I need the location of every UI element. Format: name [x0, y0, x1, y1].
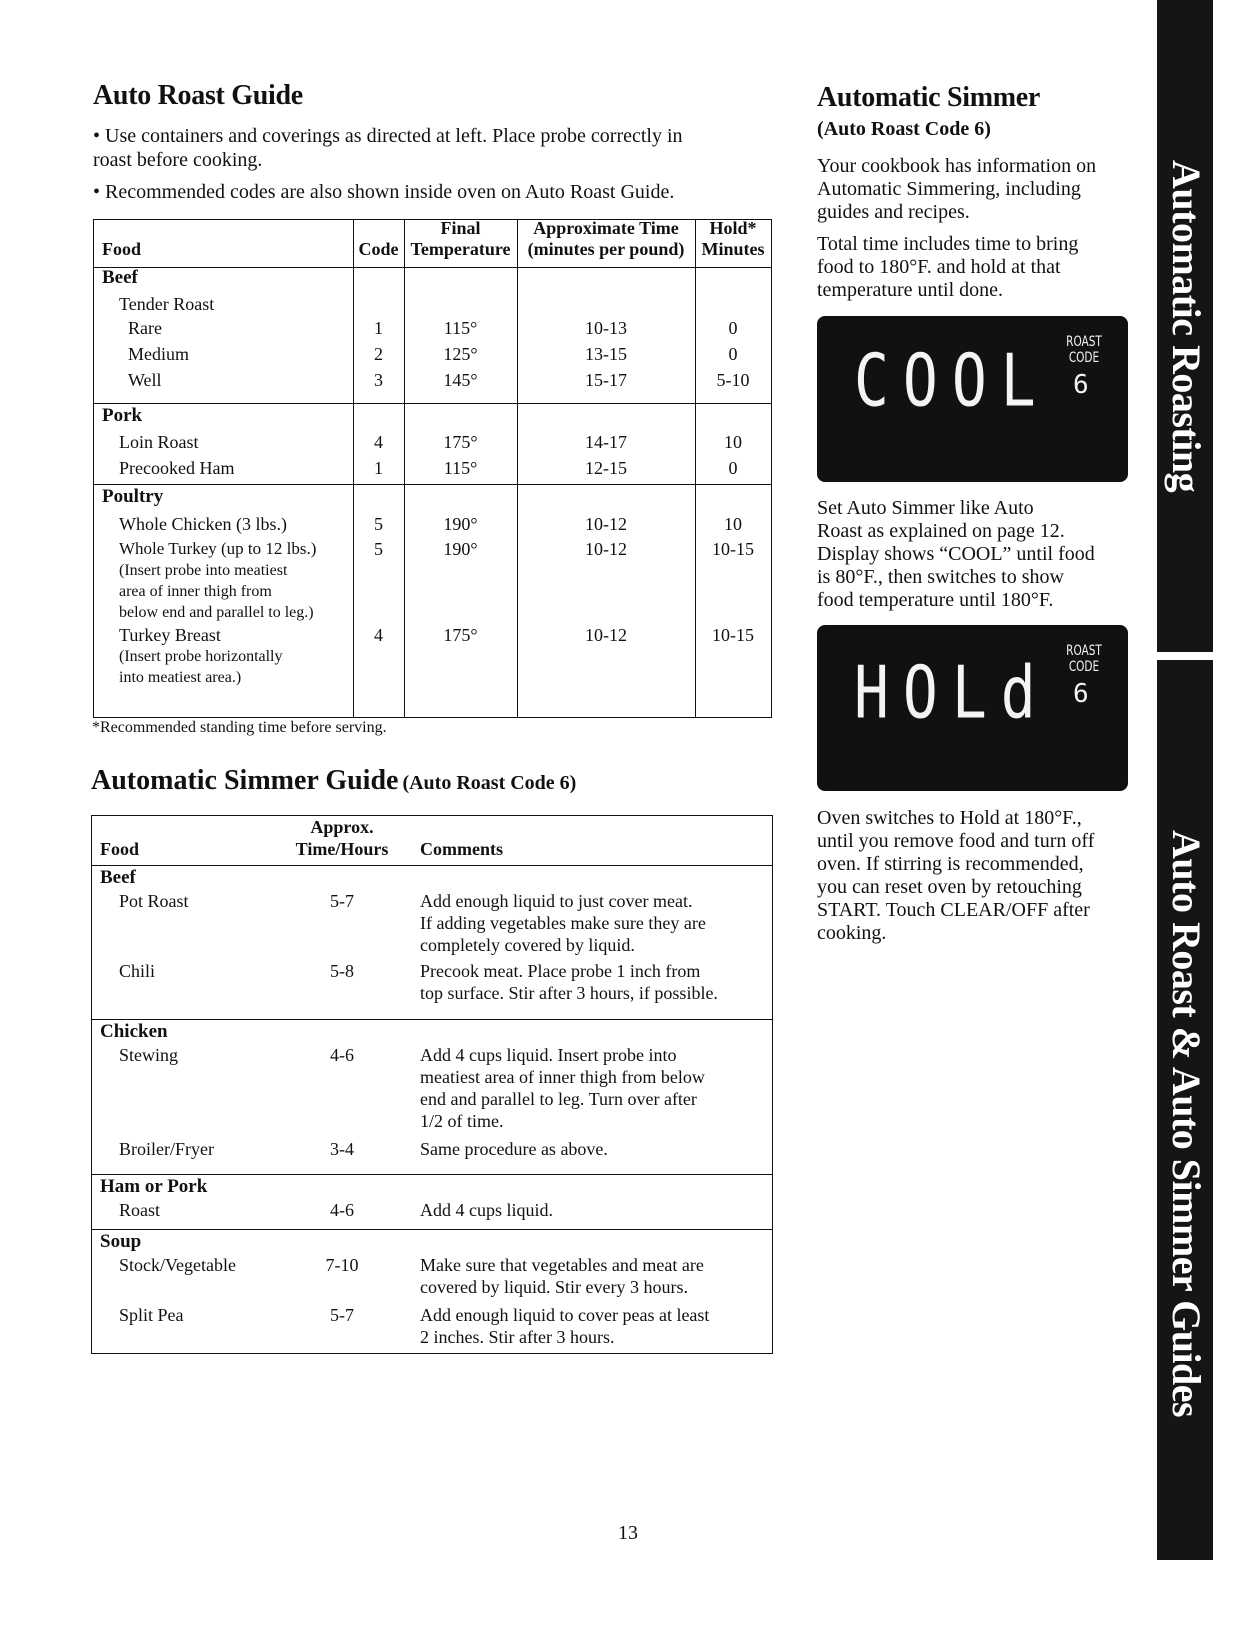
- comment-line: Add 4 cups liquid.: [420, 1200, 553, 1220]
- food-cell: Whole Turkey (up to 12 lbs.): [119, 539, 317, 558]
- comment-line: completely covered by liquid.: [420, 935, 635, 955]
- code-label: CODE: [1068, 350, 1100, 366]
- header-food: Food: [100, 839, 140, 859]
- paragraph-line: until you remove food and turn off: [817, 830, 1095, 852]
- category-chicken: Chicken: [100, 1021, 168, 1042]
- roast-code-label: [1058, 643, 1111, 675]
- comment-line: Make sure that vegetables and meat are: [420, 1255, 704, 1275]
- time-cell: 5-8: [330, 961, 354, 981]
- paragraph-line: Oven switches to Hold at 180°F.,: [817, 807, 1082, 829]
- paragraph-line: Display shows “COOL” until food: [817, 543, 1095, 565]
- temp-cell: 190°: [443, 539, 478, 559]
- code-cell: 1: [374, 318, 383, 338]
- time-cell: 15-17: [585, 370, 627, 390]
- code-cell: 4: [374, 432, 383, 452]
- turkey-note-line: (Insert probe into meatiest: [119, 562, 288, 579]
- header-hold-bottom: Minutes: [701, 239, 765, 259]
- row-divider: [92, 1229, 772, 1230]
- time-cell: 12-15: [585, 458, 627, 478]
- simmer-paragraph-3: [817, 497, 1095, 612]
- row-divider: [94, 267, 771, 268]
- comment-line: Add enough liquid to cover peas at least: [420, 1305, 710, 1325]
- header-final-bottom: Temperature: [410, 239, 511, 259]
- roast-footnote: *Recommended standing time before serving.: [92, 719, 387, 736]
- time-cell: 5-7: [330, 1305, 354, 1325]
- roast-bullet-2: • Recommended codes are also shown inside oven on Auto Roast Guide.: [93, 181, 675, 203]
- comment-line: Add enough liquid to just cover meat.: [420, 891, 693, 911]
- time-cell: 10-12: [585, 625, 627, 645]
- subcategory-tender-roast: Tender Roast: [119, 294, 215, 314]
- row-divider: [92, 865, 772, 866]
- roast-bullet-1-line-1: • Use containers and coverings as directed at left. Place probe correctly in: [93, 125, 683, 147]
- paragraph-line: you can reset oven by retouching: [817, 876, 1082, 898]
- roast-label: ROAST: [1066, 334, 1102, 350]
- paragraph-line: food temperature until 180°F.: [817, 589, 1054, 611]
- paragraph-line: START. Touch CLEAR/OFF after: [817, 899, 1090, 921]
- hold-cell: 0: [728, 458, 738, 478]
- comment-line: covered by liquid. Stir every 3 hours.: [420, 1277, 688, 1297]
- comment-line: end and parallel to leg. Turn over after: [420, 1089, 697, 1109]
- comment-line: Precook meat. Place probe 1 inch from: [420, 961, 701, 981]
- simmer-guide-heading: [91, 765, 576, 797]
- category-beef: Beef: [102, 267, 138, 288]
- simmer-guide-title-suffix: (Auto Roast Code 6): [402, 772, 577, 794]
- paragraph-line: is 80°F., then switches to show: [817, 566, 1064, 588]
- food-cell: Split Pea: [119, 1305, 184, 1325]
- temp-cell: 115°: [443, 458, 478, 478]
- code-label: CODE: [1068, 659, 1100, 675]
- comment-line: Add 4 cups liquid. Insert probe into: [420, 1045, 677, 1065]
- food-cell: Precooked Ham: [119, 458, 235, 478]
- temp-cell: 145°: [443, 370, 478, 390]
- turkey-note-line: area of inner thigh from: [119, 583, 272, 600]
- time-cell: 4-6: [330, 1045, 354, 1065]
- oven-display-cool: [817, 316, 1128, 482]
- turkey-note-line: below end and parallel to leg.): [119, 604, 314, 621]
- roast-code-label: [1058, 334, 1111, 366]
- header-code: Code: [358, 239, 399, 259]
- simmer-guide-table: [91, 815, 773, 1354]
- simmer-paragraph-1: [817, 155, 1096, 224]
- time-cell: 10-13: [585, 318, 627, 338]
- food-cell: Pot Roast: [119, 891, 189, 911]
- simmer-paragraph-4: [817, 807, 1094, 945]
- hold-cell: 5-10: [716, 370, 750, 390]
- page-number: 13: [618, 1522, 638, 1544]
- header-final-top: Final: [440, 218, 481, 238]
- temp-cell: 125°: [443, 344, 478, 364]
- hold-cell: 10-15: [712, 539, 754, 559]
- header-comments: Comments: [420, 839, 503, 859]
- category-poultry: Poultry: [102, 486, 164, 507]
- food-cell: Broiler/Fryer: [119, 1139, 214, 1159]
- code-cell: 1: [374, 458, 383, 478]
- food-cell: Rare: [128, 318, 162, 338]
- temp-cell: 115°: [443, 318, 478, 338]
- side-tab-lower-label: Auto Roast & Auto Simmer Guides: [1164, 830, 1209, 1418]
- header-food: Food: [102, 239, 142, 259]
- code-cell: 3: [374, 370, 383, 390]
- category-pork: Pork: [102, 405, 143, 426]
- paragraph-line: Set Auto Simmer like Auto: [817, 497, 1034, 519]
- category-soup: Soup: [100, 1231, 142, 1252]
- code-cell: 5: [374, 514, 383, 534]
- header-hold-top: Hold*: [709, 218, 757, 238]
- time-cell: 13-15: [585, 344, 627, 364]
- header-time-top: Approximate Time: [533, 218, 679, 238]
- side-tab-gap: [1157, 652, 1213, 660]
- row-divider: [92, 1019, 772, 1020]
- comment-line: meatiest area of inner thigh from below: [420, 1067, 705, 1087]
- paragraph-line: Total time includes time to bring: [817, 233, 1079, 255]
- time-cell: 7-10: [325, 1255, 359, 1275]
- roast-bullet-1-line-2: roast before cooking.: [93, 149, 263, 171]
- food-cell: Turkey Breast: [119, 625, 221, 645]
- food-cell: Stewing: [119, 1045, 179, 1065]
- header-approx-top: Approx.: [310, 817, 374, 837]
- display-readout: COOL: [854, 338, 1050, 423]
- paragraph-line: food to 180°F. and hold at that: [817, 256, 1061, 278]
- row-divider: [94, 403, 771, 404]
- paragraph-line: cooking.: [817, 922, 887, 944]
- comment-line: top surface. Stir after 3 hours, if possible.: [420, 983, 718, 1003]
- food-cell: Medium: [128, 344, 189, 364]
- breast-note-line: into meatiest area.): [119, 669, 242, 686]
- paragraph-line: oven. If stirring is recommended,: [817, 853, 1084, 875]
- hold-cell: 0: [728, 344, 738, 364]
- food-cell: Chili: [119, 961, 156, 981]
- temp-cell: 190°: [443, 514, 478, 534]
- food-cell: Stock/Vegetable: [119, 1255, 236, 1275]
- food-cell: Loin Roast: [119, 432, 199, 452]
- hold-cell: 0: [728, 318, 738, 338]
- roast-guide-title: Auto Roast Guide: [93, 80, 303, 111]
- time-cell: 10-12: [585, 514, 627, 534]
- paragraph-line: temperature until done.: [817, 279, 1004, 301]
- header-time-bottom: (minutes per pound): [527, 239, 685, 259]
- time-cell: 14-17: [585, 432, 627, 452]
- temp-cell: 175°: [443, 625, 478, 645]
- food-cell: Well: [128, 370, 162, 390]
- simmer-guide-title: Automatic Simmer Guide: [91, 765, 399, 796]
- auto-roast-table: [93, 219, 772, 718]
- paragraph-line: Automatic Simmering, including: [817, 178, 1081, 200]
- hold-cell: 10-15: [712, 625, 754, 645]
- food-cell: Roast: [119, 1200, 161, 1220]
- header-approx-bottom: Time/Hours: [295, 839, 389, 859]
- comment-line: 2 inches. Stir after 3 hours.: [420, 1327, 615, 1347]
- roast-code-value: 6: [1073, 679, 1089, 709]
- paragraph-line: guides and recipes.: [817, 201, 970, 223]
- side-tab-upper-label: Automatic Roasting: [1164, 160, 1209, 493]
- category-beef: Beef: [100, 867, 136, 888]
- comment-line: Same procedure as above.: [420, 1139, 608, 1159]
- time-cell: 3-4: [330, 1139, 354, 1159]
- comment-line: If adding vegetables make sure they are: [420, 913, 706, 933]
- time-cell: 4-6: [330, 1200, 354, 1220]
- automatic-simmer-title: Automatic Simmer: [817, 82, 1041, 113]
- temp-cell: 175°: [443, 432, 478, 452]
- category-ham-or-pork: Ham or Pork: [100, 1176, 208, 1197]
- oven-display-hold: [817, 625, 1128, 791]
- hold-cell: 10: [724, 514, 742, 534]
- comment-line: 1/2 of time.: [420, 1111, 504, 1131]
- roast-label: ROAST: [1066, 643, 1102, 659]
- food-cell: Whole Chicken (3 lbs.): [119, 514, 287, 534]
- code-cell: 5: [374, 539, 383, 559]
- breast-note-line: (Insert probe horizontally: [119, 648, 283, 665]
- automatic-simmer-subtitle: (Auto Roast Code 6): [817, 118, 991, 140]
- code-cell: 4: [374, 625, 383, 645]
- roast-code-value: 6: [1073, 370, 1089, 400]
- hold-cell: 10: [724, 432, 742, 452]
- row-divider: [94, 484, 771, 485]
- code-cell: 2: [374, 344, 383, 364]
- time-cell: 10-12: [585, 539, 627, 559]
- row-divider: [92, 1174, 772, 1175]
- paragraph-line: Roast as explained on page 12.: [817, 520, 1065, 542]
- display-readout: HOLd: [854, 650, 1050, 735]
- time-cell: 5-7: [330, 891, 354, 911]
- simmer-paragraph-2: [817, 233, 1078, 302]
- paragraph-line: Your cookbook has information on: [817, 155, 1097, 177]
